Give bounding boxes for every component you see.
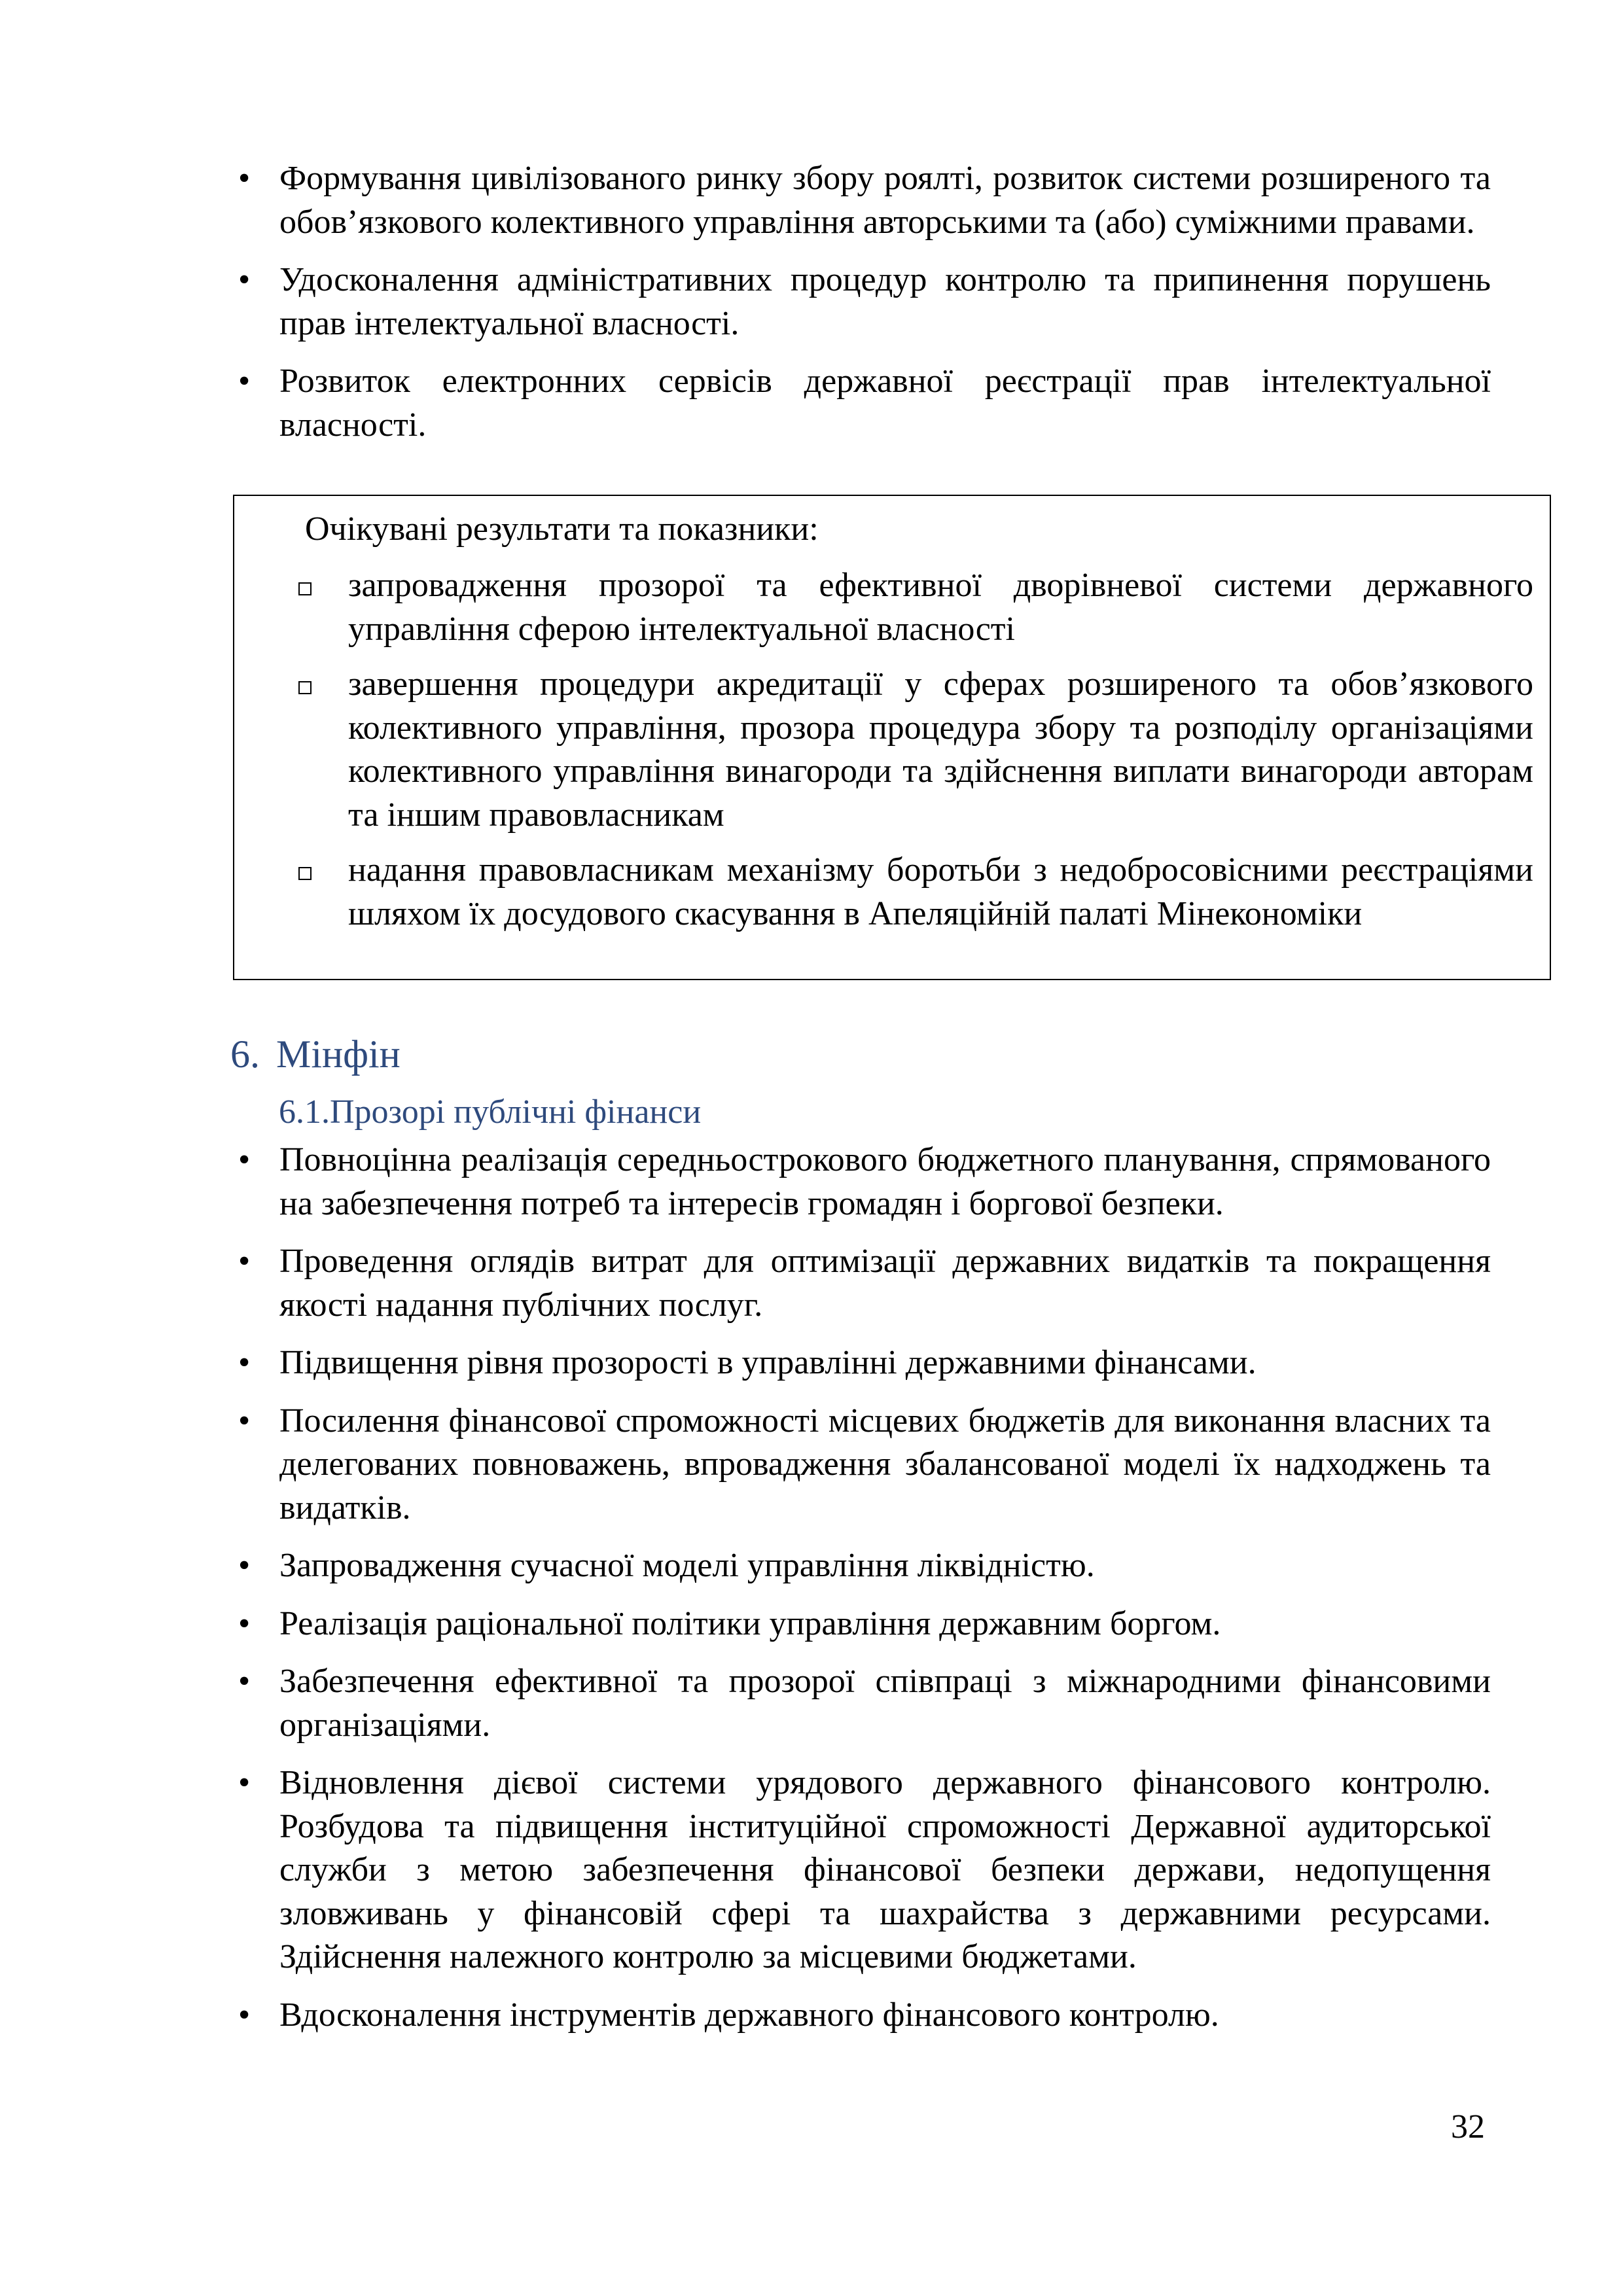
list-item-text: Удосконалення адміністративних процедур контролю та припинення порушень прав інтелектуальної власності. [279,261,1491,342]
list-item [230,1994,1491,2038]
bullet-icon: • [238,1547,251,1584]
page-number: 32 [1451,2108,1485,2146]
list-item-text: Посилення фінансової спроможності місцевих бюджетів для виконання власних та делегованих повноважень, впровадження збалансованої моделі їх надходжень та видатків. [279,1402,1491,1527]
list-item [230,1240,1491,1327]
list-item [230,1400,1491,1530]
list-item-text: Повноцінна реалізація середньострокового бюджетного планування, спрямованого на забезпечення потреб та інтересів громадян і боргової безпеки. [279,1141,1491,1222]
bullet-icon: • [238,1996,251,2034]
section-number: 6. [230,1033,260,1076]
list-item [230,258,1491,345]
results-item-text: запровадження прозорої та ефективної дворівневої системи державного управління сферою інтелектуальної власності [348,567,1533,648]
section-heading [230,1031,401,1078]
section-title: Мінфін [276,1033,401,1076]
square-bullet-icon [298,867,312,880]
results-item [298,663,1533,837]
list-item-text: Формування цивілізованого ринку збору роялті, розвиток системи розширеного та обов’язкового колективного управління авторськими та (або) суміжними правами. [279,160,1491,241]
list-item-text: Вдосконалення інструментів державного фінансового контролю. [279,1996,1219,2034]
bullet-icon: • [238,1141,251,1178]
list-item [230,360,1491,447]
list-item [230,1139,1491,1226]
results-item-text: завершення процедури акредитації у сферах розширеного та обов’язкового колективного управління, прозора процедура збору та розподілу організаціями колективного управління винагороди та здійснення виплати винагороди авторам та іншим правовласникам [348,665,1533,834]
bullet-icon: • [238,1243,251,1280]
expected-results-box [233,495,1551,980]
list-item [230,1341,1491,1385]
bullet-icon: • [238,261,251,298]
results-item-text: надання правовласникам механізму боротьби з недобросовісними реєстраціями шляхом їх досудового скасування в Апеляційній палаті Мінекономіки [348,851,1533,932]
list-item-text: Розвиток електронних сервісів державної реєстрації прав інтелектуальної власності. [279,362,1491,444]
bullet-icon: • [238,1764,251,1801]
bullet-icon: • [238,160,251,197]
section-bullet-list [230,1139,1491,2051]
list-item-text: Проведення оглядів витрат для оптимізації державних видатків та покращення якості надання публічних послуг. [279,1243,1491,1324]
bullet-icon: • [238,1663,251,1700]
bullet-icon: • [238,1402,251,1439]
square-bullet-icon [298,582,312,595]
list-item [230,1602,1491,1646]
results-title: Очікувані результати та показники: [305,510,819,548]
list-item-text: Підвищення рівня прозорості в управлінні державними фінансами. [279,1344,1257,1381]
results-item [298,849,1533,936]
list-item-text: Запровадження сучасної моделі управління ліквідністю. [279,1547,1095,1584]
bullet-icon: • [238,362,251,400]
square-bullet-icon [298,681,312,694]
list-item-text: Реалізація раціональної політики управління державним боргом. [279,1604,1221,1642]
list-item-text: Забезпечення ефективної та прозорої співпраці з міжнародними фінансовими організаціями. [279,1663,1491,1744]
list-item [230,157,1491,244]
list-item [230,1660,1491,1747]
list-item [230,1761,1491,1979]
bullet-icon: • [238,1344,251,1381]
results-list [298,564,1533,947]
subsection-heading: 6.1.Прозорі публічні фінанси [279,1093,702,1131]
results-item [298,564,1533,651]
top-bullet-list [230,157,1491,461]
list-item [230,1544,1491,1588]
bullet-icon: • [238,1604,251,1642]
list-item-text: Відновлення дієвої системи урядового державного фінансового контролю. Розбудова та підвищення інституційної спроможності Державної аудиторської служби з метою забезпечення фінансової безпеки держави, недопущення зловживань у фінансовій сфері та шахрайства з державними ресурсами. Здійснення належного контролю за місцевими бюджетами. [279,1764,1491,1975]
